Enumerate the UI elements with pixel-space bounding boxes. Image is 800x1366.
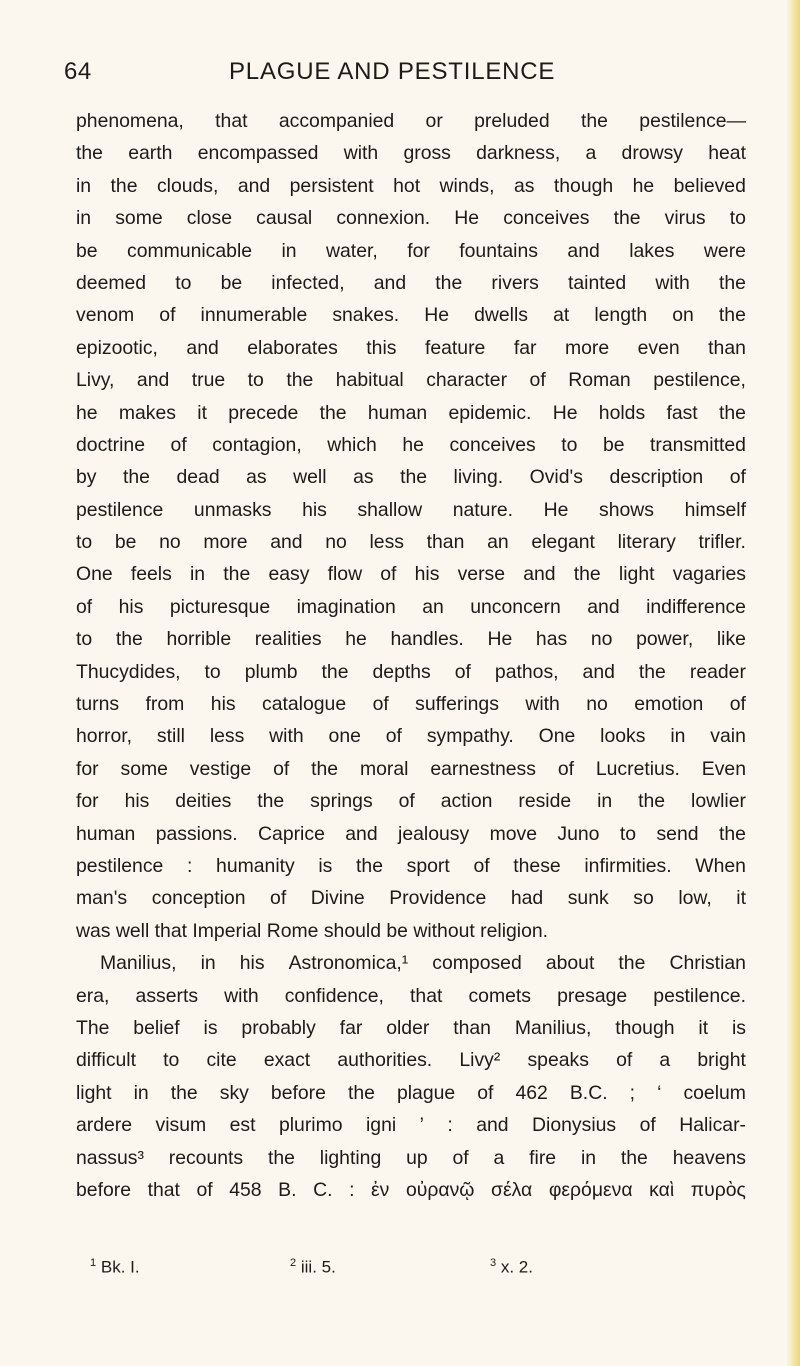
text-line: pestilence : humanity is the sport of these infirmities. When (76, 854, 746, 877)
text-line: difficult to cite exact authorities. Livy² speaks of a bright (76, 1049, 746, 1072)
text-line: in the clouds, and persistent hot winds, as though he believed (76, 174, 746, 197)
page-edge (786, 0, 800, 1366)
footnote-1: $^1$ Bk. I. (90, 1257, 140, 1277)
text-line: be communicable in water, for fountains and lakes were (76, 239, 746, 262)
text-line: nassus³ recounts the lighting up of a fire in the heavens (76, 1146, 746, 1169)
text-line: Thucydides, to plumb the depths of pathos, and the reader (76, 660, 746, 683)
text-line: by the dead as well as the living. Ovid's description of (76, 466, 746, 489)
text-line: pestilence unmasks his shallow nature. He shows himself (76, 498, 746, 521)
text-line: in some close causal connexion. He conceives the virus to (76, 207, 746, 230)
text-line: of his picturesque imagination an unconcern and indifference (76, 595, 746, 618)
text-line: era, asserts with confidence, that comets presage pestilence. (76, 984, 746, 1007)
text-line: phenomena, that accompanied or preluded the pestilence— (76, 110, 746, 132)
text-line: to the horrible realities he handles. He has no power, like (76, 628, 746, 651)
text-line: venom of innumerable snakes. He dwells at length on the (76, 304, 746, 327)
text-line: horror, still less with one of sympathy. One looks in vain (76, 725, 746, 748)
body-text (76, 105, 746, 1206)
text-line: human passions. Caprice and jealousy move Juno to send the (76, 822, 746, 845)
footnotes (90, 1257, 670, 1278)
page-header (64, 58, 744, 94)
text-line: light in the sky before the plague of 462 B.C. ; ‘ coelum (76, 1081, 746, 1104)
text-line: Livy, and true to the habitual character of Roman pestilence, (76, 369, 746, 392)
text-line: Manilius, in his Astronomica,¹ composed about the Christian (100, 952, 746, 975)
text-line: he makes it precede the human epidemic. He holds fast the (76, 401, 746, 424)
text-line: the earth encompassed with gross darkness, a drowsy heat (76, 142, 746, 165)
text-line: for some vestige of the moral earnestness of Lucretius. Even (76, 757, 746, 780)
text-line: before that of 458 B. C. : ἐν οὐρανῷ σέλα φερόμενα καὶ πυρὸς (76, 1178, 746, 1201)
text-line: to be no more and no less than an elegant literary trifler. (76, 531, 746, 554)
text-line: epizootic, and elaborates this feature far more even than (76, 336, 746, 359)
text-line: The belief is probably far older than Manilius, though it is (76, 1016, 746, 1039)
page-number: 64 (64, 58, 92, 85)
text-line: for his deities the springs of action reside in the lowlier (76, 790, 746, 813)
text-line: doctrine of contagion, which he conceives to be transmitted (76, 433, 746, 456)
text-line: was well that Imperial Rome should be without religion. (76, 919, 549, 942)
text-line: man's conception of Divine Providence had sunk so low, it (76, 887, 746, 910)
text-line: turns from his catalogue of sufferings with no emotion of (76, 693, 746, 716)
text-line: ardere visum est plurimo igni ’ : and Dionysius of Halicar- (76, 1114, 746, 1137)
text-line: One feels in the easy flow of his verse and the light vagaries (76, 563, 746, 586)
running-title: PLAGUE AND PESTILENCE (229, 58, 556, 85)
footnote-2: $^2$ iii. 5. (290, 1257, 336, 1277)
footnote-3: $^3$ x. 2. (490, 1257, 533, 1277)
text-line: deemed to be infected, and the rivers tainted with the (76, 271, 746, 294)
